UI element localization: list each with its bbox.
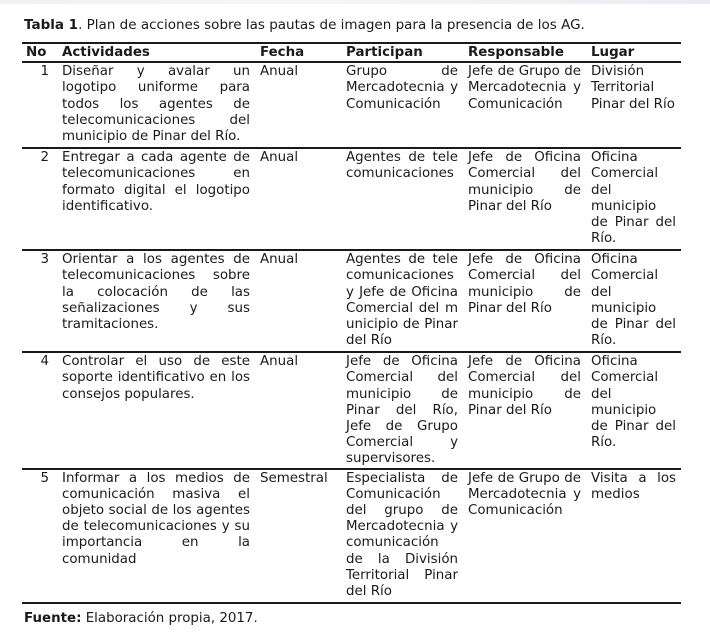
cell-lugar: Oficina Comercial del municipio de Pinar del Río. [586,250,681,352]
header-lugar: Lugar [586,43,681,62]
table-source-note [24,611,258,627]
cell-responsable: Jefe de Grupo de Mercadotecnia y Comunicación [463,469,586,603]
cell-no: 5 [22,469,57,603]
cell-lugar: División Territorial Pinar del Río [586,62,681,148]
cell-participan: Especialista de Comunicación del grupo de Mercadotecnia y comunicación de la División Territorial Pinar del Río [341,469,463,603]
table-row [22,250,681,352]
cell-responsable: Jefe de Oficina Comercial del municipio de Pinar del Río [463,352,586,468]
cell-responsable: Jefe de Oficina Comercial del municipio de Pinar del Río [463,250,586,352]
cell-fecha: Anual [255,352,341,468]
header-participan: Participan [341,43,463,62]
footer-label: Fuente: [24,611,82,626]
cell-actividades: Orientar a los agentes de telecomunicaciones sobre la colocación de las señalizaciones y sus tramitaciones. [57,250,255,352]
cell-actividades: Diseñar y avalar un logotipo uniforme para todos los agentes de telecomunicaciones del municipio de Pinar del Río. [57,62,255,148]
header-responsable: Responsable [463,43,586,62]
cell-no: 2 [22,148,57,250]
cell-lugar: Oficina Comercial del municipio de Pinar del Río. [586,352,681,468]
cell-no: 4 [22,352,57,468]
header-fecha: Fecha [255,43,341,62]
top-edge-strip [0,0,710,4]
cell-lugar: Visita a los medios [586,469,681,603]
cell-fecha: Anual [255,250,341,352]
header-actividades: Actividades [57,43,255,62]
table-row [22,62,681,148]
cell-lugar: Oficina Comercial del municipio de Pinar del Río. [586,148,681,250]
cell-participan: Grupo de Mercadotecnia y Comunicación [341,62,463,148]
cell-actividades: Controlar el uso de este soporte identificativo en los consejos populares. [57,352,255,468]
table-row [22,148,681,250]
cell-actividades: Entregar a cada agente de telecomunicaciones en formato digital el logotipo identificativo. [57,148,255,250]
cell-participan: Agentes de telecomunicaciones [341,148,463,250]
header-no: No [22,43,57,62]
action-plan-table [22,42,681,604]
cell-participan: Jefe de Oficina Comercial del municipio de Pinar del Río, Jefe de Grupo Comercial y supervisores. [341,352,463,468]
table-header-row [22,43,681,62]
caption-text: . Plan de acciones sobre las pautas de imagen para la presencia de los AG. [78,17,585,33]
cell-fecha: Semestral [255,469,341,603]
table-caption [24,17,585,33]
cell-participan: Agentes de telecomunicaciones y Jefe de Oficina Comercial del municipio de Pinar del Río [341,250,463,352]
table-row [22,352,681,468]
cell-fecha: Anual [255,148,341,250]
footer-text: Elaboración propia, 2017. [81,611,258,626]
caption-label: Tabla 1 [24,17,79,33]
cell-actividades: Informar a los medios de comunicación masiva el objeto social de los agentes de telecomunicaciones y su importancia en la comunidad [57,469,255,603]
table-row [22,469,681,603]
cell-no: 1 [22,62,57,148]
cell-responsable: Jefe de Grupo de Mercadotecnia y Comunicación [463,62,586,148]
cell-fecha: Anual [255,62,341,148]
cell-no: 3 [22,250,57,352]
cell-responsable: Jefe de Oficina Comercial del municipio de Pinar del Río [463,148,586,250]
